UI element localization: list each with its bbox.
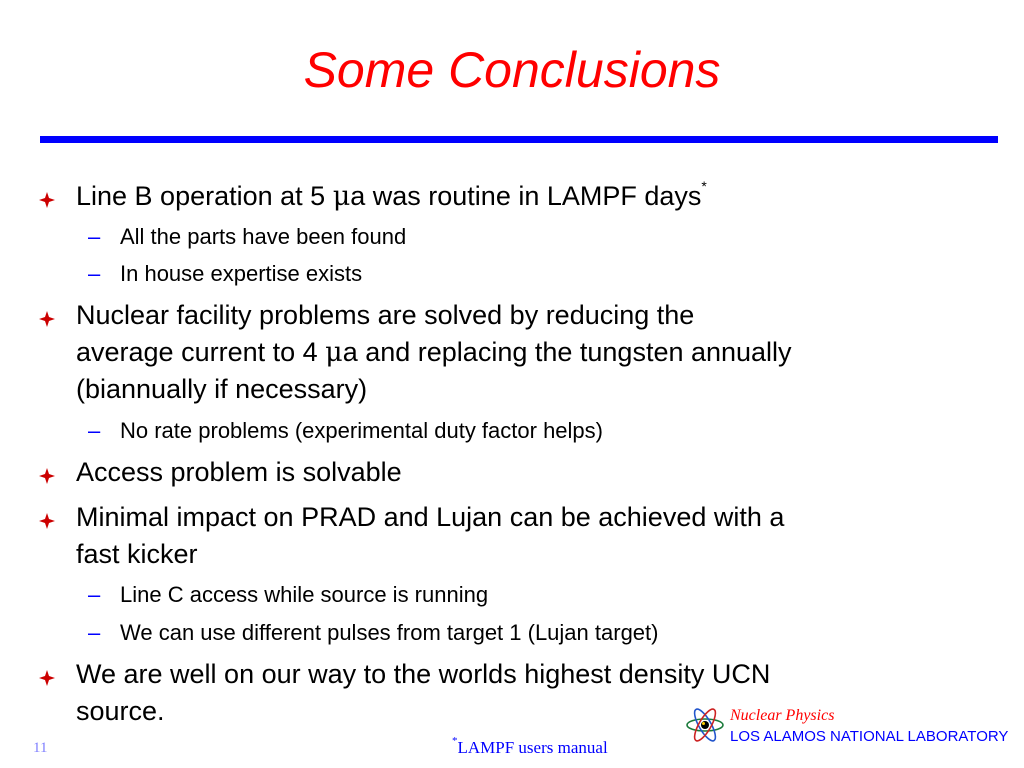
sub-bullet: We can use different pulses from target 1 (Lujan target) [120, 620, 659, 645]
division-name: Nuclear Physics [730, 707, 835, 724]
diamond-bullet-icon [38, 467, 56, 485]
footnote: *LAMPF users manual [452, 735, 608, 757]
bullet-nuclear-facility: Nuclear facility problems are solved by reducing the average current to 4 μa and replacing the tungsten annually (biannually if necessary) [76, 300, 792, 404]
lab-name: LOS ALAMOS NATIONAL LABORATORY [730, 728, 1009, 745]
diamond-bullet-icon [38, 310, 56, 328]
sub-bullet: No rate problems (experimental duty factor helps) [120, 418, 603, 443]
bullet-ucn-source: We are well on our way to the worlds highest density UCN source. [76, 659, 771, 726]
page-number: 11 [33, 740, 48, 756]
footnote-marker: * [701, 178, 707, 194]
atom-icon [684, 704, 726, 746]
diamond-bullet-icon [38, 512, 56, 530]
sub-bullet: All the parts have been found [120, 224, 407, 249]
title-divider [40, 136, 998, 143]
dash-bullet: – [88, 418, 101, 443]
slide-title: Some Conclusions [303, 42, 721, 98]
bullet-line-b-operation: Line B operation at 5 μa was routine in LAMPF days* [76, 178, 707, 212]
dash-bullet: – [88, 224, 101, 249]
diamond-bullet-icon [38, 191, 56, 209]
sub-bullet: Line C access while source is running [120, 582, 489, 607]
diamond-bullet-icon [38, 669, 56, 687]
bullet-minimal-impact: Minimal impact on PRAD and Lujan can be achieved with a fast kicker [76, 502, 785, 569]
bullet-access-problem: Access problem is solvable [76, 457, 402, 487]
dash-bullet: – [88, 261, 101, 286]
dash-bullet: – [88, 620, 101, 645]
dash-bullet: – [88, 582, 101, 607]
sub-bullet: In house expertise exists [120, 261, 363, 286]
